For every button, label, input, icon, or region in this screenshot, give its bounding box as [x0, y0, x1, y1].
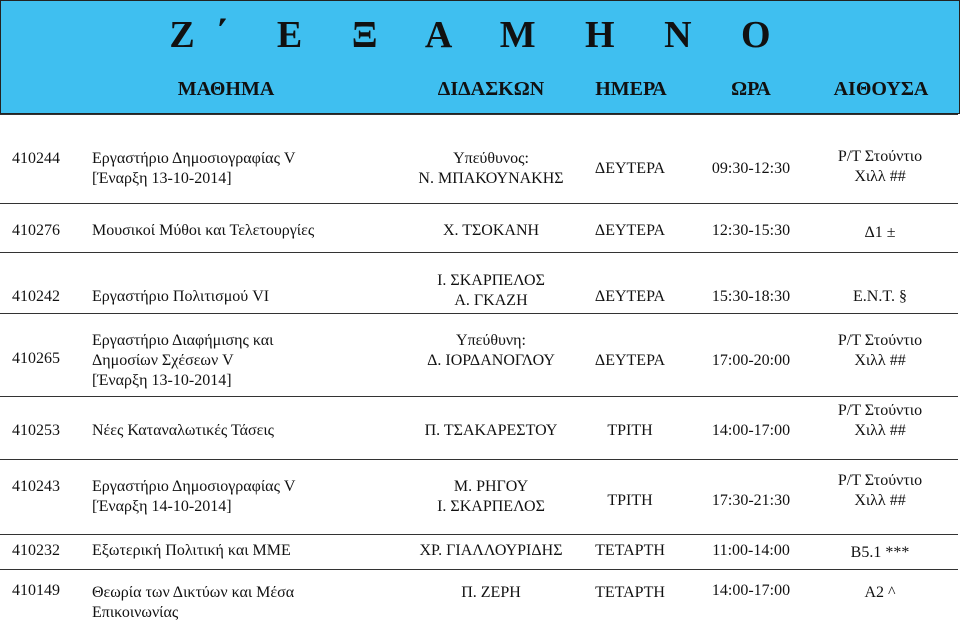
- course-code-line: 410265: [12, 350, 60, 367]
- course-name-line: Εργαστήριο Δημοσιογραφίας V: [92, 478, 296, 495]
- course-code: [12, 287, 60, 307]
- time-cell: [686, 287, 816, 307]
- course-name-line: Νέες Καταναλωτικές Τάσεις: [92, 422, 274, 439]
- room-cell-line: Ρ/Τ Στούντιο: [837, 402, 923, 419]
- room-cell: [800, 223, 960, 243]
- course-name: [92, 541, 291, 561]
- course-name: [92, 583, 294, 623]
- professor-name-line: Χ. ΤΣΟΚΑΝΗ: [442, 222, 540, 239]
- course-code: [12, 149, 60, 169]
- professor-name-line: Μ. ΡΗΓΟΥ: [453, 478, 529, 495]
- professor-name-line: Υπεύθυνη:: [456, 332, 526, 349]
- semester-title: Ζ΄ Ε Ξ Α Μ Η Ν Ο: [169, 14, 791, 56]
- table-row: [0, 459, 958, 534]
- time-cell: [686, 159, 816, 179]
- professor-name-line: Ι. ΣΚΑΡΠΕΛΟΣ: [437, 498, 545, 515]
- course-code-line: 410276: [12, 222, 60, 239]
- time-cell: [686, 221, 816, 241]
- time-cell: [686, 421, 816, 441]
- course-code: [12, 581, 60, 601]
- course-name-line: Μουσικοί Μύθοι και Τελετουργίες: [92, 222, 315, 239]
- room-cell-line: Ρ/Τ Στούντιο: [837, 332, 923, 349]
- course-name: [92, 149, 295, 189]
- room-cell: [800, 583, 960, 603]
- day-cell: [560, 351, 700, 371]
- course-name: [92, 287, 269, 307]
- room-cell-line: Χιλλ ##: [854, 352, 906, 369]
- course-code-line: 410149: [12, 582, 60, 599]
- professor-name-line: Υπεύθυνος:: [453, 150, 529, 167]
- professor-name-line: Π. ΖΕΡΗ: [461, 584, 521, 601]
- course-name-line: Εργαστήριο Διαφήμισης και: [92, 332, 274, 349]
- day-cell: [560, 541, 700, 561]
- day-cell-line: ΤΡΙΤΗ: [607, 422, 653, 439]
- course-name-line: [Έναρξη 13-10-2014]: [92, 170, 232, 187]
- header-professor: ΔΙΔΑΣΚΩΝ: [437, 78, 545, 100]
- time-cell-line: 17:00-20:00: [711, 352, 791, 369]
- room-cell: [800, 147, 960, 187]
- day-cell-line: ΔΕΥΤΕΡΑ: [594, 288, 666, 305]
- table-row: [0, 313, 958, 396]
- course-name-line: Επικοινωνίας: [92, 604, 179, 621]
- course-code: [12, 421, 60, 441]
- course-code-line: 410253: [12, 422, 60, 439]
- room-cell-line: Χιλλ ##: [854, 422, 906, 439]
- header-time: ΩΡΑ: [731, 78, 771, 100]
- time-cell-line: 09:30-12:30: [711, 160, 791, 177]
- day-cell-line: ΤΕΤΑΡΤΗ: [595, 542, 665, 559]
- time-cell: [686, 351, 816, 371]
- room-cell: [800, 401, 960, 441]
- course-name: [92, 421, 274, 441]
- header-room: ΑΙΘΟΥΣΑ: [833, 78, 929, 100]
- course-name: [92, 331, 273, 391]
- course-code-line: 410244: [12, 150, 60, 167]
- table-row: [0, 203, 958, 252]
- table-row: [0, 252, 958, 313]
- time-cell-line: 11:00-14:00: [712, 542, 790, 559]
- professor-name-line: Π. ΤΣΑΚΑΡΕΣΤΟΥ: [424, 422, 558, 439]
- professor-name-line: Δ. ΙΟΡΔΑΝΟΓΛΟΥ: [427, 352, 555, 369]
- course-name: [92, 477, 295, 517]
- professor-name-line: Α. ΓΚΑΖΗ: [454, 292, 528, 309]
- professor-name-line: Ι. ΣΚΑΡΠΕΛΟΣ: [437, 272, 545, 289]
- room-cell-line: Β5.1 ***: [850, 544, 910, 561]
- day-cell: [560, 221, 700, 241]
- course-code-line: 410243: [12, 478, 60, 495]
- course-name-line: Δημοσίων Σχέσεων V: [92, 352, 234, 369]
- room-cell-line: Χιλλ ##: [854, 168, 906, 185]
- course-name-line: Εξωτερική Πολιτική και ΜΜΕ: [92, 542, 291, 559]
- course-code: [12, 477, 60, 497]
- time-cell: [686, 541, 816, 561]
- course-name-line: Εργαστήριο Πολιτισμού VI: [92, 288, 270, 305]
- semester-title-bar: [0, 0, 960, 70]
- table-row: [0, 569, 958, 624]
- time-cell-line: 12:30-15:30: [711, 222, 791, 239]
- room-cell: [800, 331, 960, 371]
- header-course: ΜΑΘΗΜΑ: [177, 78, 275, 100]
- day-cell-line: ΤΡΙΤΗ: [607, 492, 653, 509]
- table-header: [0, 69, 960, 114]
- course-name-line: Εργαστήριο Δημοσιογραφίας V: [92, 150, 296, 167]
- professor-name-line: Ν. ΜΠΑΚΟΥΝΑΚΗΣ: [418, 170, 564, 187]
- time-cell-line: 17:30-21:30: [711, 492, 791, 509]
- room-cell: [800, 543, 960, 563]
- room-cell: [800, 287, 960, 307]
- course-name: [92, 221, 314, 241]
- day-cell-line: ΤΕΤΑΡΤΗ: [595, 584, 665, 601]
- time-cell-line: 14:00-17:00: [711, 422, 791, 439]
- table-row: [0, 534, 958, 569]
- course-name-line: [Έναρξη 14-10-2014]: [92, 498, 232, 515]
- day-cell: [560, 583, 700, 603]
- day-cell-line: ΔΕΥΤΕΡΑ: [594, 160, 666, 177]
- room-cell: [800, 471, 960, 511]
- course-code: [12, 541, 60, 561]
- header-day: ΗΜΕΡΑ: [595, 78, 667, 100]
- room-cell-line: Δ1 ±: [864, 224, 896, 241]
- time-cell-line: 14:00-17:00: [711, 582, 791, 599]
- room-cell-line: Ε.Ν.Τ. §: [853, 288, 907, 305]
- time-cell: [686, 491, 816, 511]
- room-cell-line: Χιλλ ##: [854, 492, 906, 509]
- course-code: [12, 221, 60, 241]
- room-cell-line: Ρ/Τ Στούντιο: [837, 148, 923, 165]
- room-cell-line: Ρ/Τ Στούντιο: [837, 472, 923, 489]
- day-cell: [560, 421, 700, 441]
- course-code-line: 410232: [12, 542, 60, 559]
- day-cell: [560, 287, 700, 307]
- time-cell-line: 15:30-18:30: [711, 288, 791, 305]
- room-cell-line: Α2 ^: [864, 584, 896, 601]
- professor-name-line: ΧΡ. ΓΙΑΛΛΟΥΡΙΔΗΣ: [419, 542, 563, 559]
- day-cell: [560, 159, 700, 179]
- day-cell: [560, 491, 700, 511]
- time-cell: [686, 581, 816, 601]
- table-row: [0, 114, 958, 203]
- day-cell-line: ΔΕΥΤΕΡΑ: [594, 222, 666, 239]
- course-name-line: [Έναρξη 13-10-2014]: [92, 372, 232, 389]
- course-name-line: Θεωρία των Δικτύων και Μέσα: [92, 584, 295, 601]
- course-code-line: 410242: [12, 288, 60, 305]
- table-row: [0, 396, 958, 459]
- course-code: [12, 349, 60, 369]
- day-cell-line: ΔΕΥΤΕΡΑ: [594, 352, 666, 369]
